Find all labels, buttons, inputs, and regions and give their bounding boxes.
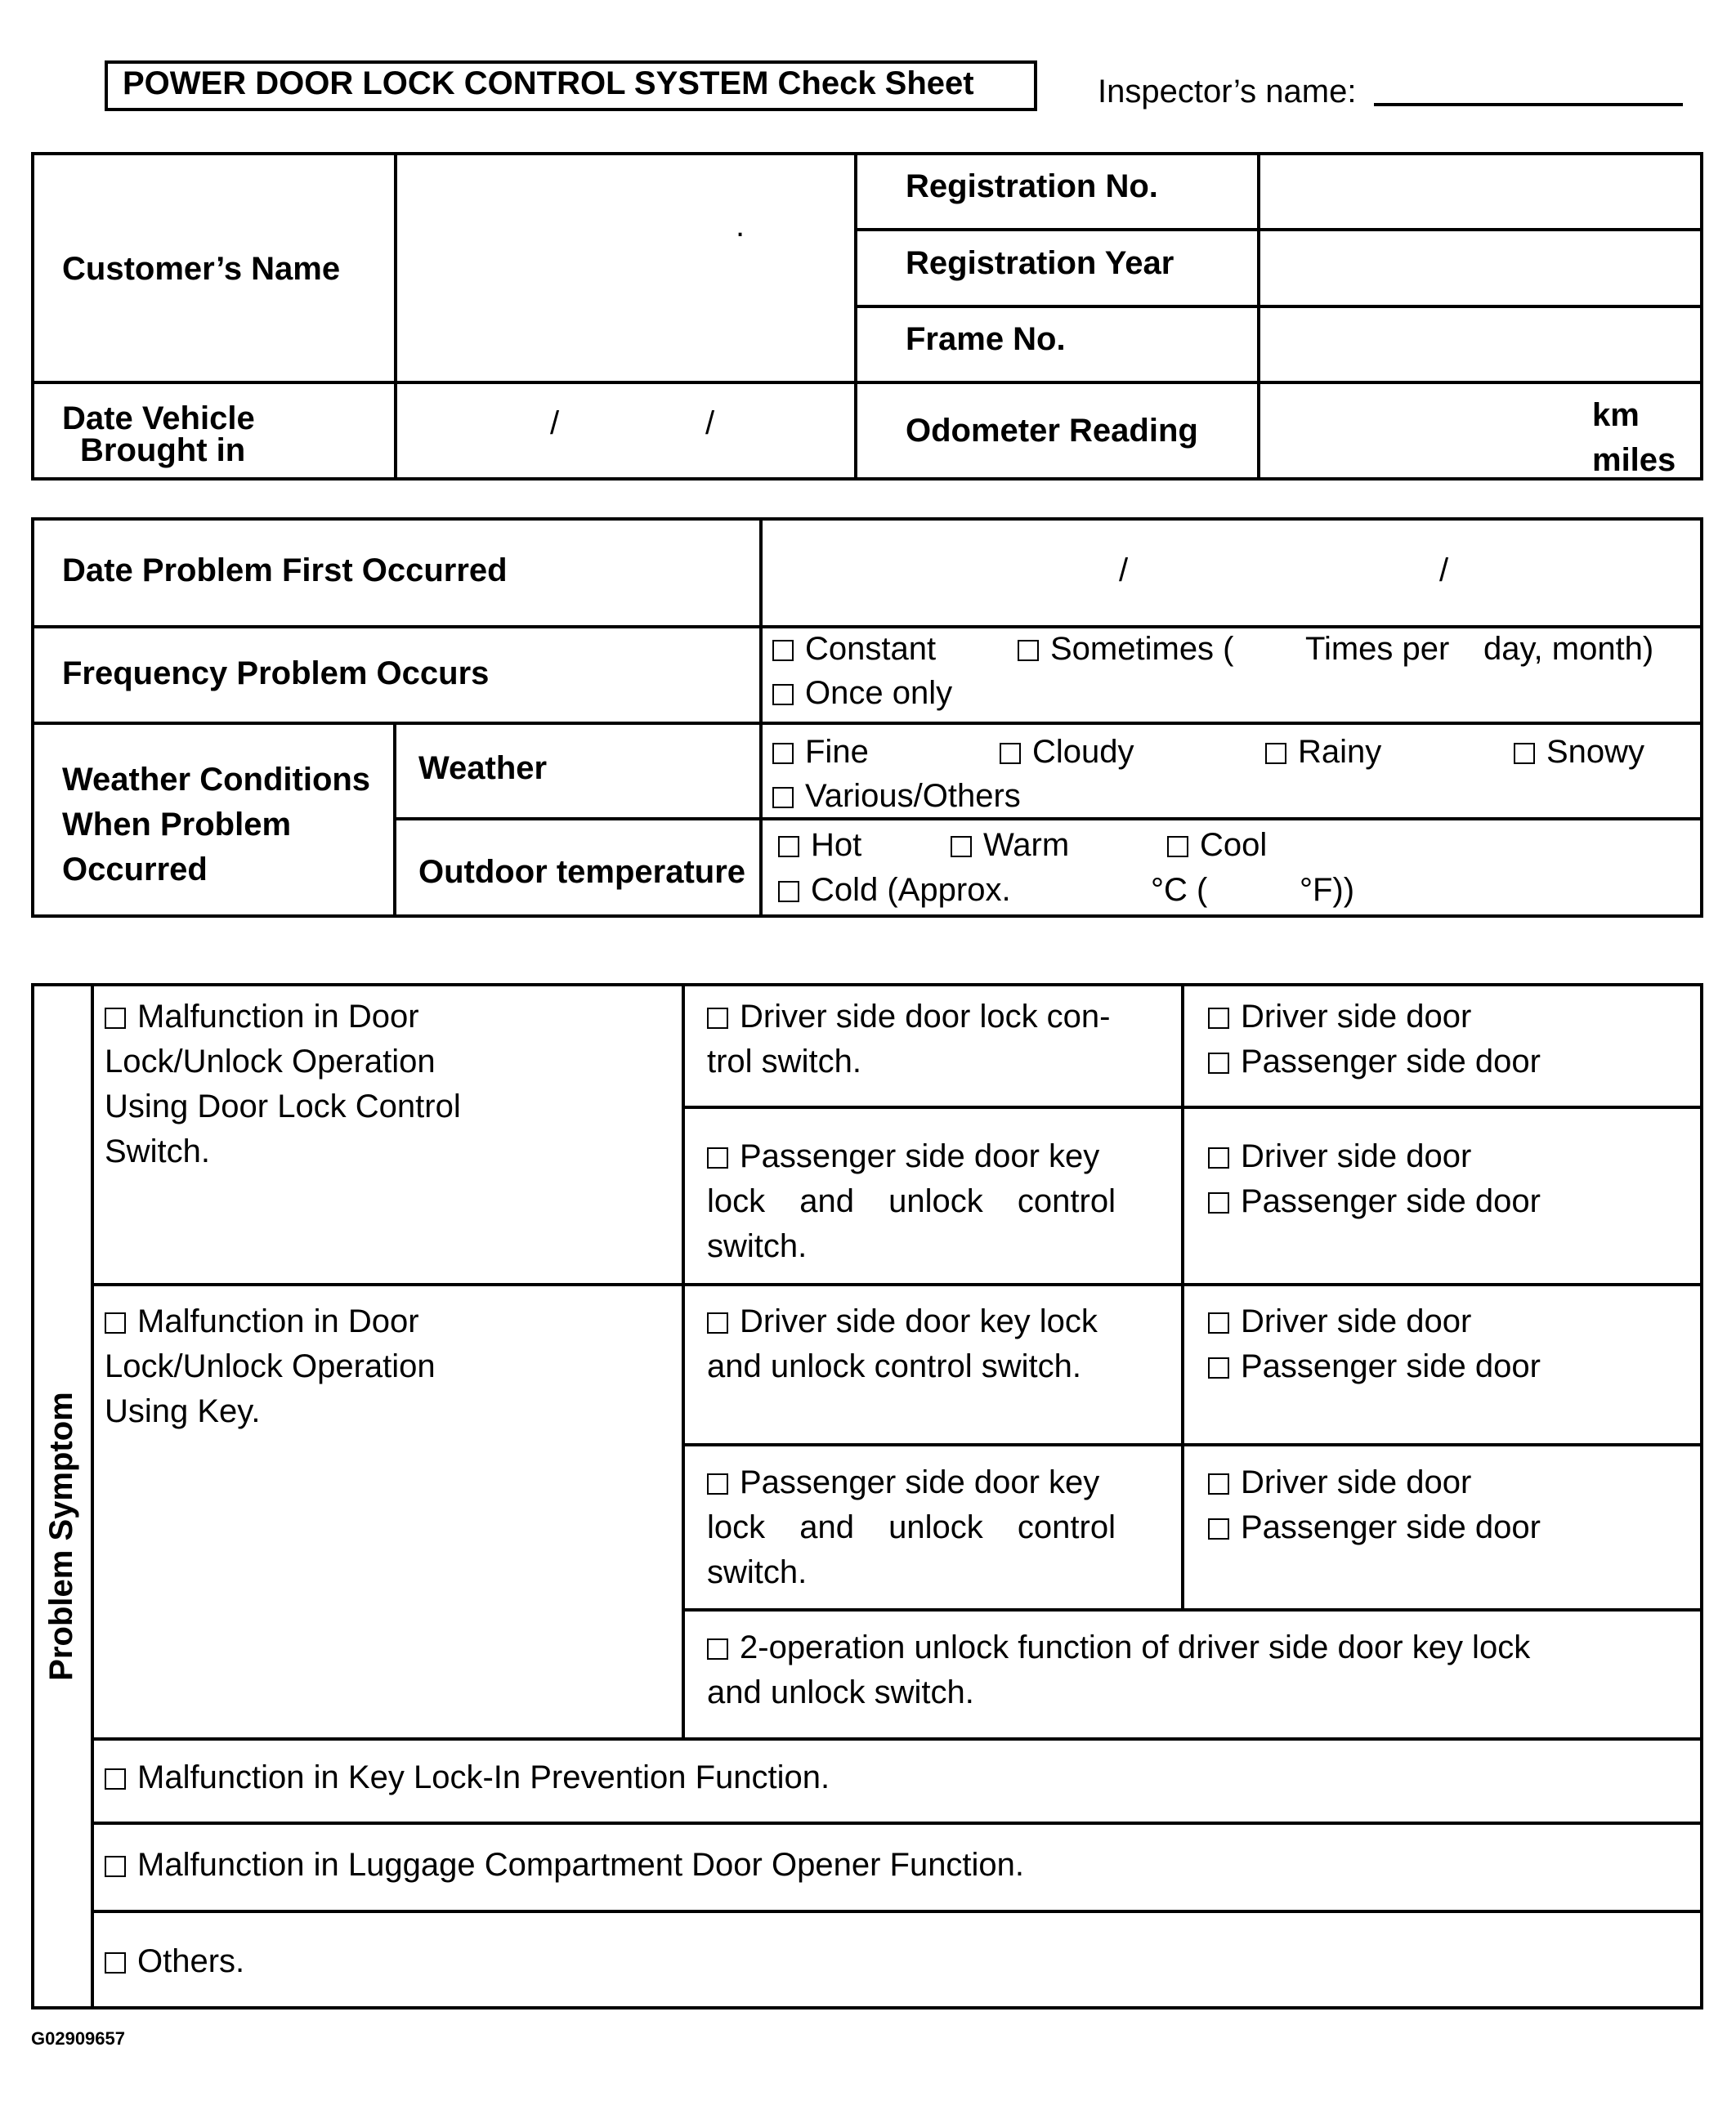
door-options-4 — [1208, 1460, 1682, 1550]
temp-warm-option[interactable]: Warm — [951, 825, 1069, 865]
weather-conditions-label-2: When Problem — [62, 807, 292, 843]
driver-key-switch-option[interactable]: Driver side door key lock and unlock control switch. — [707, 1303, 1098, 1384]
problem-symptom-label: Problem Symptom — [43, 1392, 79, 1681]
date-first-occurred-label: Date Problem First Occurred — [62, 552, 508, 588]
passenger-key-switch-option-2[interactable]: Passenger side door key lock and unlock control switch. — [707, 1464, 1116, 1590]
luggage-opener-option[interactable]: Malfunction in Luggage Compartment Door Opener Function. — [105, 1845, 1024, 1884]
checkbox-icon — [1167, 836, 1188, 857]
date-separator: / — [1119, 552, 1129, 588]
registration-year-label: Registration Year — [906, 245, 1174, 281]
customer-name-label: Customer’s Name — [62, 251, 341, 287]
frequency-period: day, month) — [1483, 631, 1654, 667]
checkbox-icon — [778, 836, 799, 857]
checkbox-icon — [778, 881, 799, 902]
checkbox-icon — [772, 684, 794, 705]
driver-side-door-option[interactable]: Driver side door — [1208, 1299, 1682, 1344]
weather-conditions-label-3: Occurred — [62, 852, 208, 887]
passenger-side-door-option[interactable]: Passenger side door — [1208, 1505, 1682, 1550]
checkbox-icon — [1208, 1192, 1229, 1214]
door-options-1 — [1208, 995, 1682, 1084]
registration-no-label: Registration No. — [906, 168, 1158, 204]
key-malfunction-option[interactable]: Malfunction in Door Lock/Unlock Operation Using Key. — [105, 1303, 436, 1429]
weather-conditions-label-1: Weather Conditions — [62, 762, 371, 798]
date-separator: / — [550, 405, 560, 441]
checkbox-icon — [1208, 1008, 1229, 1029]
checkbox-icon — [105, 1312, 126, 1334]
unit-km: km — [1592, 397, 1640, 433]
door-options-2 — [1208, 1134, 1682, 1224]
temp-cool-option[interactable]: Cool — [1167, 825, 1267, 865]
frequency-sometimes-option[interactable]: Sometimes ( — [1018, 629, 1234, 668]
checkbox-icon — [707, 1008, 728, 1029]
vehicle-info-table — [31, 152, 1703, 481]
weather-snowy-option[interactable]: Snowy — [1514, 732, 1644, 771]
checkbox-icon — [1514, 743, 1535, 764]
weather-rainy-option[interactable]: Rainy — [1265, 732, 1381, 771]
passenger-side-door-option[interactable]: Passenger side door — [1208, 1179, 1682, 1224]
weather-cloudy-option[interactable]: Cloudy — [1000, 732, 1134, 771]
passenger-key-switch-option[interactable]: Passenger side door key lock and unlock control switch. — [707, 1138, 1116, 1264]
passenger-side-door-option[interactable]: Passenger side door — [1208, 1344, 1682, 1389]
key-lockin-option[interactable]: Malfunction in Key Lock-In Prevention Function. — [105, 1758, 830, 1797]
driver-lock-control-switch-option[interactable]: Driver side door lock con- trol switch. — [707, 999, 1111, 1080]
outdoor-temperature-label: Outdoor temperature — [418, 854, 746, 890]
frequency-constant-option[interactable]: Constant — [772, 629, 936, 668]
checkbox-icon — [707, 1473, 728, 1495]
checkbox-icon — [707, 1312, 728, 1334]
passenger-side-door-option[interactable]: Passenger side door — [1208, 1039, 1682, 1084]
checkbox-icon — [772, 743, 794, 764]
checkbox-icon — [707, 1147, 728, 1169]
temp-fahrenheit-unit: °F)) — [1300, 872, 1355, 908]
checkbox-icon — [1208, 1357, 1229, 1379]
page-title: POWER DOOR LOCK CONTROL SYSTEM Check Sheet — [123, 65, 974, 101]
checkbox-icon — [105, 1952, 126, 1974]
driver-side-door-option[interactable]: Driver side door — [1208, 1134, 1682, 1179]
two-operation-unlock-option[interactable]: 2-operation unlock function of driver side door key lock and unlock switch. — [707, 1629, 1531, 1710]
checkbox-icon — [951, 836, 972, 857]
checkbox-icon — [1265, 743, 1286, 764]
weather-fine-option[interactable]: Fine — [772, 732, 869, 771]
odometer-label: Odometer Reading — [906, 413, 1198, 449]
checkbox-icon — [105, 1008, 126, 1029]
checkbox-icon — [105, 1856, 126, 1877]
checkbox-icon — [1208, 1518, 1229, 1540]
date-separator: / — [705, 405, 715, 441]
checkbox-icon — [1208, 1473, 1229, 1495]
date-separator: / — [1439, 552, 1449, 588]
checkbox-icon — [772, 640, 794, 661]
date-brought-in-label-1: Date Vehicle — [62, 400, 255, 436]
driver-side-door-option[interactable]: Driver side door — [1208, 1460, 1682, 1505]
unit-miles: miles — [1592, 442, 1676, 478]
door-options-3 — [1208, 1299, 1682, 1389]
checkbox-icon — [1018, 640, 1039, 661]
customer-name-field[interactable]: . — [736, 208, 745, 244]
checkbox-icon — [772, 787, 794, 808]
checkbox-icon — [1208, 1312, 1229, 1334]
checkbox-icon — [1000, 743, 1021, 764]
switch-malfunction-option[interactable]: Malfunction in Door Lock/Unlock Operation Using Door Lock Control Switch. — [105, 999, 461, 1169]
temp-celsius-unit: °C ( — [1151, 872, 1208, 908]
checkbox-icon — [1208, 1147, 1229, 1169]
checkbox-icon — [707, 1638, 728, 1660]
figure-id: G02909657 — [31, 2028, 125, 2049]
checkbox-icon — [105, 1768, 126, 1790]
frequency-times-per: Times per — [1305, 631, 1450, 667]
frequency-label: Frequency Problem Occurs — [62, 655, 490, 691]
checkbox-icon — [1208, 1053, 1229, 1074]
driver-side-door-option[interactable]: Driver side door — [1208, 995, 1682, 1039]
weather-label: Weather — [418, 750, 548, 786]
temp-cold-option[interactable]: Cold (Approx. — [778, 870, 1011, 910]
inspector-name-label: Inspector’s name: — [1098, 74, 1357, 110]
date-brought-in-label-2: Brought in — [80, 432, 246, 468]
temp-hot-option[interactable]: Hot — [778, 825, 861, 865]
frequency-once-option[interactable]: Once only — [772, 673, 952, 713]
others-option[interactable]: Others. — [105, 1942, 244, 1981]
weather-various-option[interactable]: Various/Others — [772, 776, 1021, 816]
frame-no-label: Frame No. — [906, 321, 1066, 357]
inspector-name-field[interactable] — [1374, 103, 1683, 106]
